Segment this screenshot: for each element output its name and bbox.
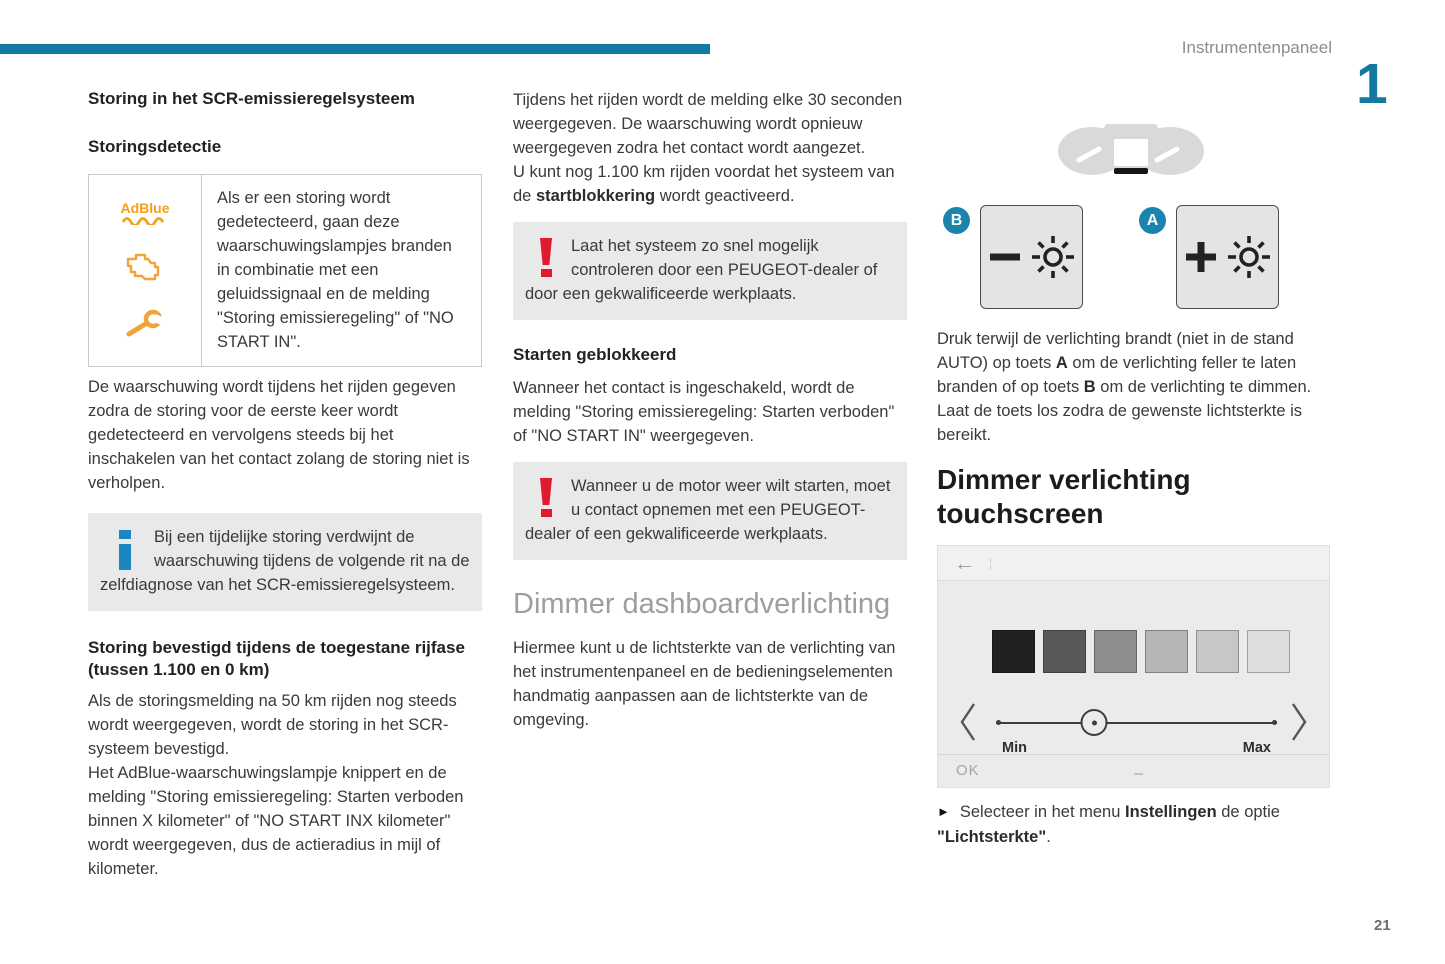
brightness-swatch <box>1094 630 1137 673</box>
button-a-group <box>1139 205 1279 309</box>
brightness-slider <box>938 696 1329 754</box>
warning-lamp-description: Als er een storing wordt gedetecteerd, gaan deze waarschuwingslampjes branden in combinatie met een geluidssignaal en de melding "Storing emissieregeling" of "NO START IN". <box>217 189 454 351</box>
brightness-swatch <box>1145 630 1188 673</box>
instrument-cluster-illustration <box>1055 118 1207 176</box>
touchscreen-topbar <box>938 546 1329 581</box>
bold-lichtsterkte: "Lichtsterkte" <box>937 828 1047 846</box>
text-segment: Selecteer in het menu <box>959 803 1125 821</box>
ok-label: OK <box>956 762 980 779</box>
middle-column <box>513 88 907 732</box>
paragraph-fault-confirmed-2: Het AdBlue-waarschuwingslampje knippert en de melding "Storing emissieregeling: Starten verboden binnen X kilometer" of "NO START INX kilometer" wordt weergegeven, dus de actieradius in mijl of kilometer. <box>88 764 464 878</box>
brightness-sun-icon <box>1227 235 1271 279</box>
paragraph-warning-shown: De waarschuwing wordt tijdens het rijden gegeven zodra de storing voor de eerste keer wordt gedetecteerd en vervolgens steeds bij het inschakelen van het contact zolang de storing niet is verholpen. <box>88 378 470 492</box>
warning-lamp-table <box>88 174 482 367</box>
text-segment: wordt geactiveerd. <box>655 187 795 205</box>
brightness-swatch <box>1247 630 1290 673</box>
text-segment: om de verlichting te dimmen. <box>1095 378 1312 396</box>
right-column <box>937 88 1331 849</box>
touchscreen-bottombar <box>938 754 1329 787</box>
arrow-bullet-icon: ► <box>937 804 950 819</box>
slider-track-end-dot <box>1272 720 1277 725</box>
text-segment: U kunt nog 1.100 km rijden voordat het systeem van de <box>513 163 895 205</box>
label-badge-a: A <box>1139 207 1166 234</box>
chapter-number: 1 <box>1356 52 1388 116</box>
brightness-swatch <box>1043 630 1086 673</box>
bold-startblokkering: startblokkering <box>535 187 656 205</box>
text-segment: om de verlichting feller te laten branden of op toets <box>937 354 1297 396</box>
brightness-swatches <box>992 630 1290 673</box>
engine-warning-icon <box>125 251 165 283</box>
warning-box-text: Wanneer u de motor weer wilt starten, moet u contact opnemen met een PEUGEOT-dealer of een gekwalificeerde werkplaats. <box>525 477 891 543</box>
paragraph-fault-confirmed-1: Als de storingsmelding na 50 km rijden nog steeds wordt weergegeven, wordt de storing in het SCR-systeem bevestigd. <box>88 692 457 758</box>
bold-b: B <box>1083 378 1096 396</box>
dimmer-buttons-row <box>937 205 1331 309</box>
info-box <box>88 513 482 611</box>
warning-icon <box>533 238 559 277</box>
paragraph-dimmer-description: Hiermee kunt u de lichtsterkte van de verlichting van het instrumentenpaneel en de bedieningselementen handmatig aanpassen aan de lichtsterkte van de omgeving. <box>513 639 896 729</box>
back-arrow-icon: ← <box>954 551 975 575</box>
paragraph-release-button: Laat de toets los zodra de gewenste lichtsterkte is bereikt. <box>937 402 1303 444</box>
info-icon <box>110 530 140 570</box>
paragraph-message-interval: Tijdens het rijden wordt de melding elke 30 seconden weergegeven. De waarschuwing wordt opnieuw weergegeven zodra het contact wordt aangezet. <box>513 91 903 157</box>
brightness-sun-icon <box>1031 235 1075 279</box>
page-number: 21 <box>1374 917 1391 934</box>
slider-knob <box>1081 709 1108 736</box>
chevron-left-icon <box>958 701 978 743</box>
chevron-right-icon <box>1289 701 1309 743</box>
minus-icon <box>988 240 1022 274</box>
warning-box-dealer <box>513 222 907 320</box>
touchscreen-home-mark <box>1134 773 1143 775</box>
adblue-label: AdBlue <box>120 200 170 216</box>
paragraph-button-usage <box>937 327 1331 399</box>
dim-increase-button-illustration <box>1176 205 1279 309</box>
adblue-wave <box>121 215 169 225</box>
heading-fault-confirmed: Storing bevestigd tijdens de toegestane rijfase (tussen 1.100 en 0 km) <box>88 638 465 679</box>
heading-fault-detection: Storingsdetectie <box>88 137 222 156</box>
topbar-small-icon: ¦ <box>989 556 993 570</box>
text-segment: . <box>1046 828 1051 846</box>
warning-lamp-icons-cell <box>89 175 202 366</box>
label-badge-b: B <box>943 207 970 234</box>
paragraph-start-blocked: Wanneer het contact is ingeschakeld, wordt de melding "Storing emissieregeling: Starten verboden" of "NO START IN" weergegeven. <box>513 379 895 445</box>
slider-max-label: Max <box>1242 740 1271 756</box>
header-accent-bar <box>0 44 710 54</box>
brightness-swatch <box>1196 630 1239 673</box>
brightness-swatch <box>992 630 1035 673</box>
adblue-warning-icon <box>121 201 170 225</box>
slider-track-start-dot <box>996 720 1001 725</box>
touchscreen-illustration <box>937 545 1330 788</box>
warning-box-text: Laat het systeem zo snel mogelijk controleren door een PEUGEOT-dealer of door een gekwalificeerde werkplaats. <box>525 237 878 303</box>
slider-min-label: Min <box>1002 740 1027 756</box>
section-heading-dashboard-dimmer: Dimmer dashboardverlichting <box>513 588 891 620</box>
plus-icon <box>1184 240 1218 274</box>
warning-icon <box>533 478 559 517</box>
section-heading-touchscreen-dimmer: Dimmer verlichting touchscreen <box>937 464 1191 529</box>
text-segment: de optie <box>1216 803 1280 821</box>
warning-box-restart <box>513 462 907 560</box>
button-b-group <box>943 205 1083 309</box>
info-box-text: Bij een tijdelijke storing verdwijnt de waarschuwing tijdens de volgende rit na de zelfdiagnose van het SCR-emissieregelsysteem. <box>100 528 470 594</box>
slider-track <box>996 722 1277 724</box>
bold-instellingen: Instellingen <box>1124 803 1217 821</box>
paragraph-start-block <box>513 160 907 208</box>
heading-scr-fault: Storing in het SCR-emissieregelsysteem <box>88 89 415 108</box>
paragraph-select-menu <box>937 800 1331 849</box>
wrench-icon <box>125 309 165 339</box>
page-header-title: Instrumentenpaneel <box>1181 38 1332 57</box>
left-column <box>88 88 482 881</box>
heading-start-blocked: Starten geblokkeerd <box>513 345 677 364</box>
text-segment: Druk terwijl de verlichting brandt (niet in de stand AUTO) op toets <box>937 330 1294 372</box>
dim-decrease-button-illustration <box>980 205 1083 309</box>
bold-a: A <box>1055 354 1068 372</box>
